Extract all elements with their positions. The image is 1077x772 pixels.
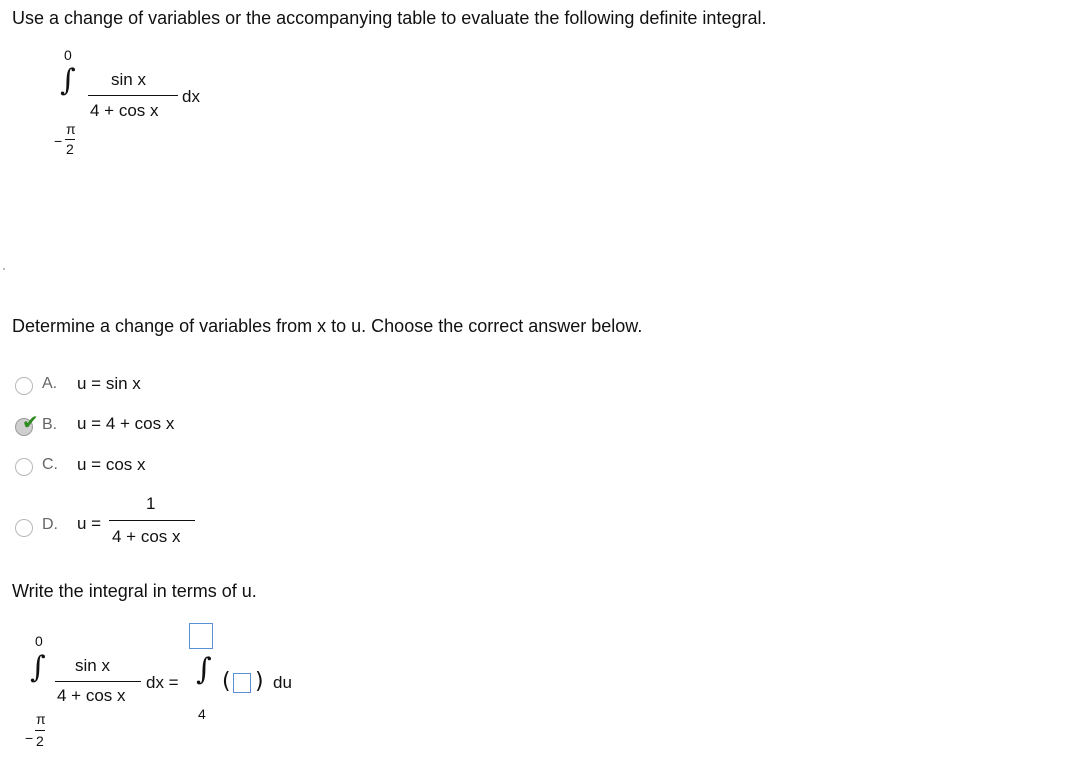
left-numerator: sin x: [75, 656, 110, 675]
option-d-numerator: 1: [146, 494, 156, 513]
option-c-letter: C.: [42, 456, 58, 473]
option-d-letter: D.: [42, 516, 58, 533]
option-d-prefix[interactable]: u =: [77, 514, 102, 533]
left-lower-sign: −: [25, 730, 34, 746]
du-label: du: [273, 673, 292, 692]
lower-limit-sign: −: [54, 133, 63, 149]
left-fraction-bar: [55, 681, 141, 682]
question-prompt: Use a change of variables or the accompanying table to evaluate the following definite integral.: [12, 8, 767, 28]
lower-limit-denominator: 2: [66, 141, 74, 157]
part1-prompt: Determine a change of variables from x to u. Choose the correct answer below.: [12, 316, 643, 336]
left-denominator: 4 + cos x: [57, 686, 126, 705]
integral-upper-limit: 0: [64, 47, 72, 63]
option-d-fraction-bar: [109, 520, 195, 521]
close-paren: ): [255, 669, 264, 694]
integrand-denominator: 4 + cos x: [90, 101, 159, 120]
dx-equals: dx =: [146, 673, 179, 692]
option-a-radio[interactable]: [15, 377, 33, 395]
right-integral-sign: ∫: [196, 652, 212, 687]
right-lower-limit: 4: [198, 706, 206, 722]
left-upper-limit: 0: [35, 633, 43, 649]
left-integral-sign: ∫: [30, 650, 46, 685]
integral-sign: ∫: [60, 63, 76, 98]
left-lower-denominator: 2: [36, 733, 44, 749]
option-a-text[interactable]: u = sin x: [77, 374, 141, 393]
option-d-radio[interactable]: [15, 519, 33, 537]
integrand-input[interactable]: [233, 673, 251, 693]
left-lower-numerator: π: [36, 711, 46, 727]
upper-limit-input[interactable]: [189, 623, 213, 649]
open-paren: (: [222, 669, 231, 694]
lower-limit-bar: [65, 139, 75, 140]
option-c-text[interactable]: u = cos x: [77, 455, 146, 474]
option-b-letter: B.: [42, 416, 58, 433]
option-c-radio[interactable]: [15, 458, 33, 476]
option-b-text[interactable]: u = 4 + cos x: [77, 414, 175, 433]
left-lower-bar: [35, 730, 45, 731]
option-a-letter: A.: [42, 375, 58, 392]
fraction-bar: [88, 95, 178, 96]
part2-prompt: Write the integral in terms of u.: [12, 581, 257, 601]
lower-limit-numerator: π: [66, 121, 76, 137]
option-d-denominator: 4 + cos x: [112, 527, 181, 546]
integrand-numerator: sin x: [111, 70, 146, 89]
divider-dot: [3, 268, 5, 270]
check-icon: ✔: [22, 410, 39, 434]
dx-label: dx: [182, 87, 200, 106]
